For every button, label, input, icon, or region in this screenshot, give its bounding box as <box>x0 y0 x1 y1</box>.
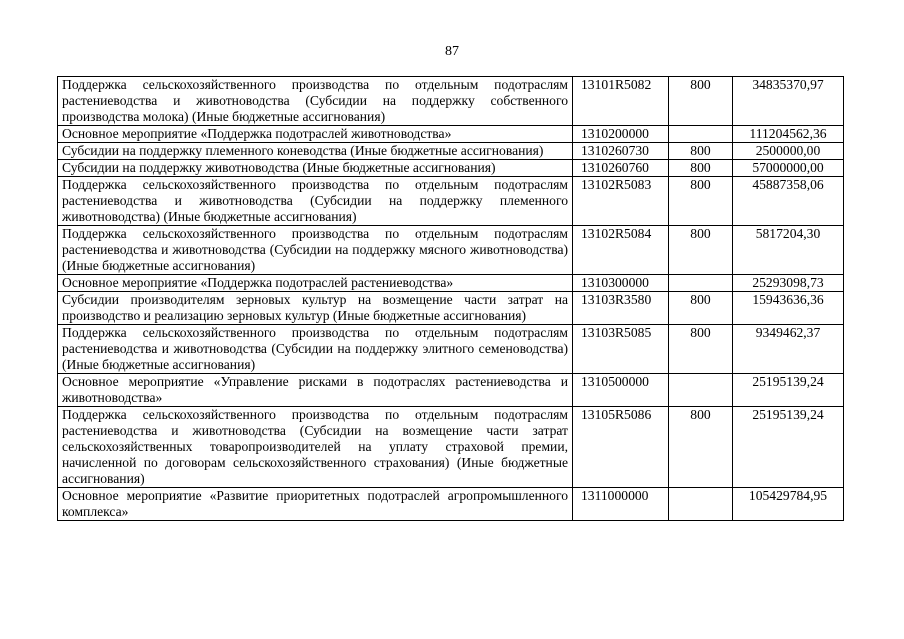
row-expense-type: 800 <box>669 226 733 275</box>
row-amount: 25195139,24 <box>733 374 844 407</box>
row-amount: 25293098,73 <box>733 275 844 292</box>
row-amount: 45887358,06 <box>733 177 844 226</box>
row-name: Поддержка сельскохозяйственного производства по отдельным подотраслям растениеводства и животноводства (Субсидии на возмещение части затрат сельскохозяйственных товаропроизводителей на уплату страховой премии, начисленной по договорам сельскохозяйственного страхования) (Иные бюджетные ассигнования) <box>58 407 573 488</box>
row-name: Основное мероприятие «Поддержка подотраслей животноводства» <box>58 126 573 143</box>
row-expense-type <box>669 275 733 292</box>
table-row <box>58 77 844 126</box>
row-name: Основное мероприятие «Поддержка подотраслей растениеводства» <box>58 275 573 292</box>
row-amount: 15943636,36 <box>733 292 844 325</box>
row-amount: 25195139,24 <box>733 407 844 488</box>
row-amount: 111204562,36 <box>733 126 844 143</box>
row-code: 1310260730 <box>573 143 669 160</box>
table-row <box>58 160 844 177</box>
row-amount: 9349462,37 <box>733 325 844 374</box>
row-amount: 2500000,00 <box>733 143 844 160</box>
row-code: 13105R5086 <box>573 407 669 488</box>
row-name: Основное мероприятие «Управление рисками в подотраслях растениеводства и животноводства» <box>58 374 573 407</box>
row-expense-type: 800 <box>669 292 733 325</box>
budget-table <box>57 76 844 521</box>
table-row <box>58 292 844 325</box>
table-row <box>58 143 844 160</box>
table-row <box>58 374 844 407</box>
row-code: 1310260760 <box>573 160 669 177</box>
row-name: Субсидии на поддержку племенного коневодства (Иные бюджетные ассигнования) <box>58 143 573 160</box>
row-amount: 105429784,95 <box>733 488 844 521</box>
row-code: 1310300000 <box>573 275 669 292</box>
table-row <box>58 488 844 521</box>
row-code: 1310200000 <box>573 126 669 143</box>
row-amount: 5817204,30 <box>733 226 844 275</box>
row-expense-type: 800 <box>669 143 733 160</box>
row-code: 13103R5085 <box>573 325 669 374</box>
row-expense-type <box>669 126 733 143</box>
row-amount: 57000000,00 <box>733 160 844 177</box>
table-row <box>58 325 844 374</box>
page-number: 87 <box>445 44 459 59</box>
row-expense-type: 800 <box>669 325 733 374</box>
table-row <box>58 275 844 292</box>
table-row <box>58 177 844 226</box>
row-name: Поддержка сельскохозяйственного производства по отдельным подотраслям растениеводства и животноводства (Субсидии на поддержку племенного животноводства) (Иные бюджетные ассигнования) <box>58 177 573 226</box>
table-row <box>58 126 844 143</box>
row-expense-type <box>669 488 733 521</box>
row-expense-type <box>669 374 733 407</box>
row-expense-type: 800 <box>669 77 733 126</box>
row-name: Субсидии на поддержку животноводства (Иные бюджетные ассигнования) <box>58 160 573 177</box>
row-name: Основное мероприятие «Развитие приоритетных подотраслей агропромышленного комплекса» <box>58 488 573 521</box>
row-expense-type: 800 <box>669 177 733 226</box>
row-code: 13101R5082 <box>573 77 669 126</box>
row-code: 1311000000 <box>573 488 669 521</box>
row-name: Поддержка сельскохозяйственного производства по отдельным подотраслям растениеводства и животноводства (Субсидии на поддержку собственного производства молока) (Иные бюджетные ассигнования) <box>58 77 573 126</box>
row-name: Поддержка сельскохозяйственного производства по отдельным подотраслям растениеводства и животноводства (Субсидии на поддержку элитного семеноводства) (Иные бюджетные ассигнования) <box>58 325 573 374</box>
row-expense-type: 800 <box>669 160 733 177</box>
row-expense-type: 800 <box>669 407 733 488</box>
table-row <box>58 407 844 488</box>
row-amount: 34835370,97 <box>733 77 844 126</box>
row-code: 13102R5084 <box>573 226 669 275</box>
row-name: Поддержка сельскохозяйственного производства по отдельным подотраслям растениеводства и животноводства (Субсидии на поддержку мясного животноводства) (Иные бюджетные ассигнования) <box>58 226 573 275</box>
row-code: 1310500000 <box>573 374 669 407</box>
row-name: Субсидии производителям зерновых культур на возмещение части затрат на производство и реализацию зерновых культур (Иные бюджетные ассигнования) <box>58 292 573 325</box>
row-code: 13102R5083 <box>573 177 669 226</box>
row-code: 13103R3580 <box>573 292 669 325</box>
table-row <box>58 226 844 275</box>
